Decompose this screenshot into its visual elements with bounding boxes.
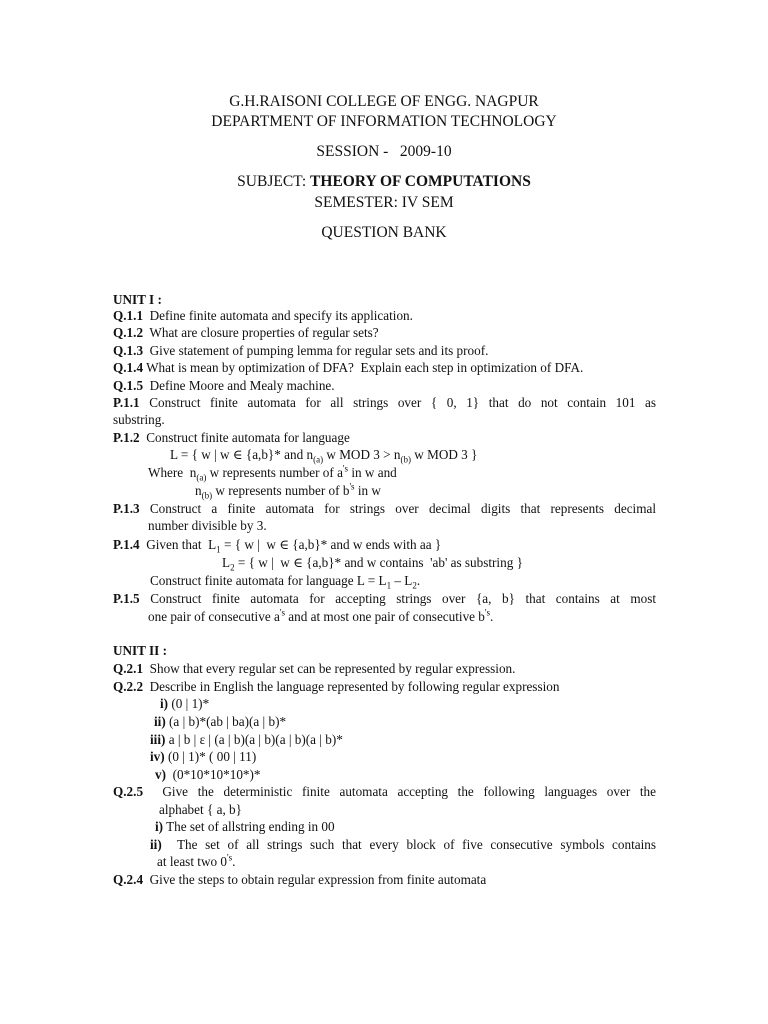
subject-value: THEORY OF COMPUTATIONS <box>310 173 531 190</box>
p1-5-line1: P.1.5 Construct finite automata for accepting strings over {a, b} that contains at most <box>113 591 657 606</box>
college-name: G.H.RAISONI COLLEGE OF ENGG. NAGPUR <box>229 93 539 110</box>
q2-2-ii: ii) (a | b)*(ab | ba)(a | b)* <box>154 714 287 729</box>
p1-2-where-a: Where $n_{(a)}$ w represents number of $a^{'s}$ in w and <box>148 463 397 483</box>
page-title: QUESTION BANK <box>321 224 447 241</box>
q2-2-i: i) (0 | 1)* <box>160 696 210 711</box>
q1-1: Q.1.1 Define finite automata and specify its application. <box>113 308 413 323</box>
p1-4-line2: $L_2$ = { w | w ∈ {a,b}* and w contains 'ab' as substring } <box>222 555 523 573</box>
q2-1: Q.2.1 Show that every regular set can be represented by regular expression. <box>113 661 516 676</box>
q1-2: Q.1.2 What are closure properties of regular sets? <box>113 325 379 340</box>
p1-5-line2: one pair of consecutive $a^{'s}$ and at most one pair of consecutive $b^{'s}$. <box>148 607 494 624</box>
semester: SEMESTER: IV SEM <box>314 194 454 211</box>
q2-5-ii-line1: ii) The set of all strings such that every block of five consecutive symbols contains <box>150 837 657 852</box>
p1-4-line3: Construct finite automata for language $L = L_1 - L_2$. <box>150 573 421 591</box>
q2-2-iii: iii) a | b | ε | (a | b)(a | b)(a | b)(a | b)* <box>150 732 343 747</box>
p1-3-line2: number divisible by 3. <box>148 518 267 533</box>
q2-5-i: i) The set of allstring ending in 00 <box>155 819 335 834</box>
unit1-heading: UNIT I : <box>113 292 162 307</box>
p1-2-language: L = { w | w ∈ {a,b}* and $n_{(a)}$ w MOD $3 > n_{(b)}$ w MOD 3 } <box>170 447 478 465</box>
q2-5-ii-line2: at least two $0^{'s}$. <box>157 852 236 869</box>
q2-5-line1: Q.2.5 Give the deterministic finite automata accepting the following languages over the <box>113 784 657 799</box>
session: SESSION - 2009-10 <box>316 143 452 160</box>
p1-2-where-b: $n_{(b)}$ w represents number of $b^{'s}$ in w <box>195 481 381 501</box>
p1-3-line1: P.1.3 Construct a finite automata for strings over decimal digits that represents decimal <box>113 501 656 516</box>
q1-3: Q.1.3 Give statement of pumping lemma for regular sets and its proof. <box>113 343 489 358</box>
unit2-heading: UNIT II : <box>113 643 167 658</box>
q1-5: Q.1.5 Define Moore and Mealy machine. <box>113 378 335 393</box>
p1-1-line2: substring. <box>113 412 165 427</box>
p1-2: P.1.2 Construct finite automata for language <box>113 430 350 445</box>
q2-2: Q.2.2 Describe in English the language represented by following regular expression <box>113 679 560 694</box>
subject-label: SUBJECT: <box>237 173 307 190</box>
p1-1-line1: P.1.1 Construct finite automata for all strings over { 0, 1} that do not contain 101 as <box>113 395 656 410</box>
q2-2-v: v) (0*10*10*10*)* <box>155 767 261 782</box>
subject <box>0 173 768 191</box>
q2-2-iv: iv) (0 | 1)* ( 00 | 11) <box>150 749 257 764</box>
q2-4: Q.2.4 Give the steps to obtain regular expression from finite automata <box>113 872 487 887</box>
p1-4-line1: P.1.4 Given that $L_1$ = { w | w ∈ {a,b}* and w ends with aa } <box>113 537 442 555</box>
q1-4: Q.1.4 What is mean by optimization of DFA? Explain each step in optimization of DFA. <box>113 360 584 375</box>
department-name: DEPARTMENT OF INFORMATION TECHNOLOGY <box>211 113 557 130</box>
q2-5-line2: alphabet { a, b} <box>159 802 242 817</box>
